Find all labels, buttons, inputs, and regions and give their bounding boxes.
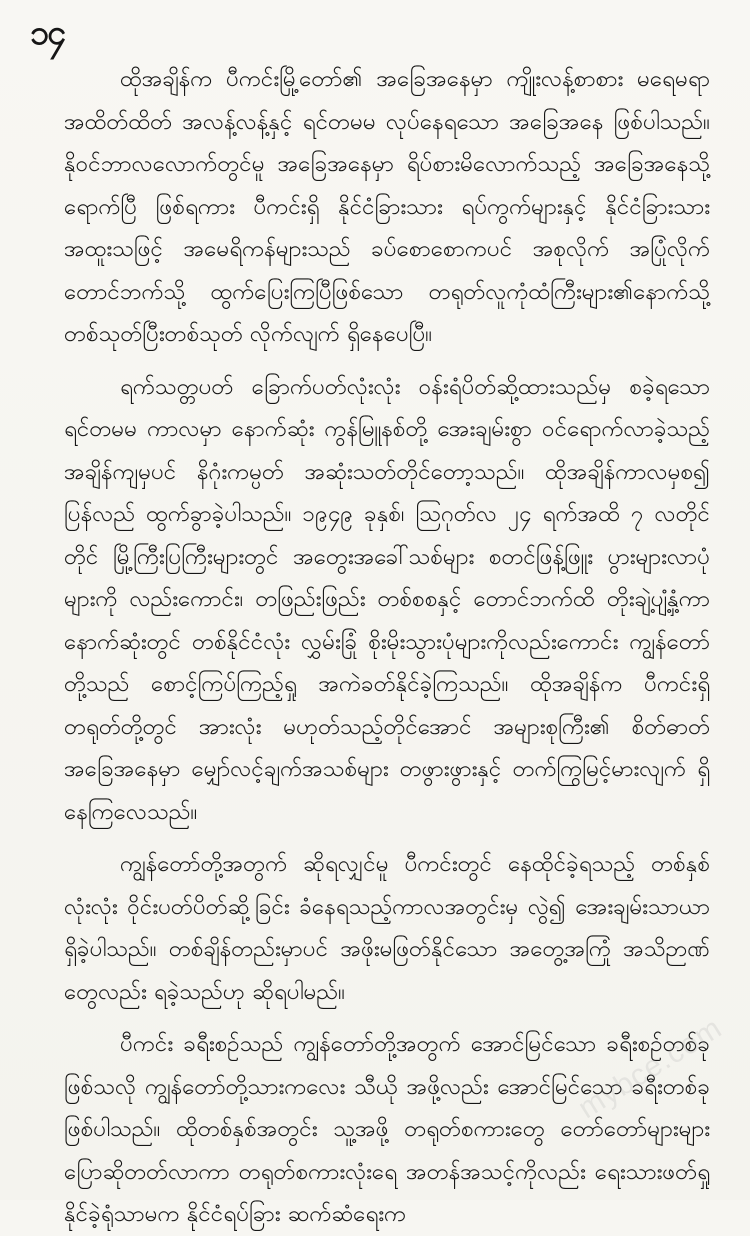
paragraph-3: ကျွန်တော်တို့အတွက် ဆိုရလျှင်မူ ပီကင်းတွင် နေထိုင်ခဲ့ရသည့် တစ်နှစ်လုံးလုံး ဝိုင်းပတ်ပိတ်ဆို့ခြင်း ခံနေရသည့်ကာလအတွင်းမှ လွဲ၍ အေးချမ်းသာယာ ရှိခဲ့ပါသည်။ တစ်ချိန်တည်းမှာပင် အဖိုးမဖြတ်နိုင်သော အတွေ့အကြုံ အသိဉာဏ်တွေလည်း ရခဲ့သည်ဟု ဆိုရပါမည်။: [64, 851, 710, 1005]
paragraph-2: ရက်သတ္တပတ် ခြောက်ပတ်လုံးလုံး ဝန်းရံပိတ်ဆို့ထားသည်မှ စခဲ့ရသော ရင်တမမ ကာလမှာ နောက်ဆုံး ကွန်မြူနစ်တို့ အေးချမ်းစွာ ဝင်ရောက်လာခဲ့သည့် အချိန်ကျမှပင် နိဂုံးကမ္ပတ် အဆုံးသတ်တိုင်တော့သည်။ ထိုအချိန်ကာလမှစ၍ ပြန်လည် ထွက်ခွာခဲ့ပါသည်။ ၁၉၄၉ ခုနှစ်၊ ဩဂုတ်လ ၂၄ ရက်အထိ ၇ လတိုင်တိုင် မြို့ကြီးပြကြီးများတွင် အတွေးအခေါ်သစ်များ စတင်ဖြန့်ဖြူး ပွားများလာပုံများကို လည်းကောင်း၊ တဖြည်းဖြည်း တစ်စစနှင့် တောင်ဘက်ထိ တိုးချဲ့ပျံ့နှံ့ကာ နောက်ဆုံးတွင် တစ်နိုင်ငံလုံး လွှမ်းခြုံ စိုးမိုးသွားပုံများကိုလည်းကောင်း ကျွန်တော်တို့သည် စောင့်ကြပ်ကြည့်ရှု အကဲခတ်နိုင်ခဲ့ကြသည်။ ထိုအချိန်က ပီကင်းရှိ တရုတ်တို့တွင် အားလုံး မဟုတ်သည့်တိုင်အောင် အများစုကြီး၏ စိတ်ဓာတ်အခြေအနေမှာ မျှော်လင့်ချက်အသစ်များ တဖွားဖွားနှင့် တက်ကြွမြင့်မားလျက် ရှိနေကြလေသည်။: [64, 373, 710, 825]
page-number: ၁၄: [30, 13, 65, 53]
paragraph-1: ထိုအချိန်က ပီကင်းမြို့တော်၏ အခြေအနေမှာ ကျိုးလန့်စာစား မရေမရာ အထိတ်ထိတ် အလန့်လန့်နှင့် ရင်တမမ လုပ်နေရသော အခြေအနေ ဖြစ်ပါသည်။ နိုဝင်ဘာလလောက်တွင်မူ အခြေအနေမှာ ရိပ်စားမိလောက်သည့် အခြေအနေသို့ရောက်ပြီ ဖြစ်ရကား ပီကင်းရှိ နိုင်ငံခြားသား ရပ်ကွက်များနှင့် နိုင်ငံခြားသား အထူးသဖြင့် အမေရိကန်များသည် ခပ်စောစောကပင် အစုလိုက် အပြုံလိုက် တောင်ဘက်သို့ ထွက်ပြေးကြပြီဖြစ်သော တရုတ်လူကုံထံကြီးများ၏နောက်သို့ တစ်သုတ်ပြီးတစ်သုတ် လိုက်လျက် ရှိနေပေပြီ။: [64, 66, 710, 347]
paragraph-4: ပီကင်း ခရီးစဉ်သည် ကျွန်တော်တို့အတွက် အောင်မြင်သော ခရီးစဉ်တစ်ခု ဖြစ်သလို ကျွန်တော်တို့သားကလေး သီယို အဖို့လည်း အောင်မြင်သော ခရီးတစ်ခု ဖြစ်ပါသည်။ ထိုတစ်နှစ်အတွင်း သူ့အဖို့ တရုတ်စကားတွေ တော်တော်များများ ပြောဆိုတတ်လာကာ တရုတ်စကားလုံးရေ အတန်အသင့်ကိုလည်း ရေးသားဖတ်ရှုနိုင်ခဲ့ရုံသာမက နိုင်ငံရပ်ခြား ဆက်ဆံရေးက: [64, 1031, 710, 1227]
watermark: mybce.com: [572, 1011, 728, 1126]
body-text: [64, 58, 710, 1236]
